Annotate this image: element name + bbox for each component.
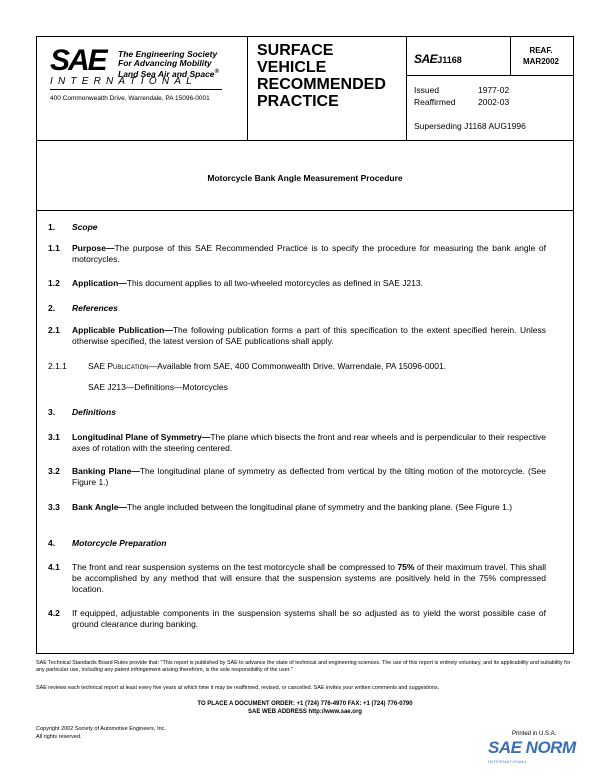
section-4-1-text: The front and rear suspension systems on the test motorcycle shall be compressed to 75% of their maximum travel. This shall be accomplished by any method that will ensure that the suspension systems are positively held in the 75% compressed location.: [72, 562, 546, 594]
section-2-1-1-text: SAE Publication—Available from SAE, 400 Commonwealth Drive, Warrendale, PA 15096-0001.: [88, 361, 447, 371]
section-1-number: 1.: [48, 222, 56, 232]
section-3-2-text: Banking Plane—The longitudinal plane of symmetry as deflected from vertical by the tilting motion of the motorcycle. (See Figure 1.): [72, 466, 546, 487]
sae-norm-watermark: SAE NORM: [488, 738, 576, 757]
footer-policy-statement: SAE Technical Standards Board Rules provide that: "This report is published by SAE to advance the state of technical and engineering sciences. The use of this report is entirely voluntary, and its applicability and suitability for any particular use, including any patent infringement arising therefrom, is the sole responsibility of the user.": [36, 660, 571, 673]
section-4-title: Motorcycle Preparation: [72, 538, 167, 548]
section-4-2-number: 4.2: [48, 608, 60, 618]
section-3-1-number: 3.1: [48, 432, 60, 442]
reaffirmed-label: Reaffirmed: [414, 97, 456, 107]
section-1-2-text: Application—This document applies to all two-wheeled motorcycles as defined in SAE J213.: [72, 278, 424, 288]
section-2-1-1-reference: SAE J213—Definitions—Motorcycles: [88, 382, 228, 392]
section-2-1-text: Applicable Publication—The following publication forms a part of this specification to the extent specified herein. Unless otherwise specified, the latest version of SAE publications shall apply.: [72, 325, 546, 346]
section-1-1-text: Purpose—The purpose of this SAE Recommended Practice is to specify the procedure for measuring the bank angle of motorcycles.: [72, 243, 546, 264]
superseding-note: Superseding J1168 AUG1996: [414, 121, 526, 131]
issued-label: Issued: [414, 85, 440, 95]
header-col-divider-1: [247, 36, 248, 140]
reaf-label: REAF.: [529, 46, 553, 55]
reaf-date: MAR2002: [522, 57, 559, 66]
section-2-1-1-number: 2.1.1: [48, 361, 67, 371]
footer-web-line: SAE WEB ADDRESS http://www.sae.org: [248, 709, 362, 715]
section-3-3-number: 3.3: [48, 502, 60, 512]
section-2-1-number: 2.1: [48, 325, 60, 335]
title-line-3: RECOMMENDED: [257, 76, 386, 93]
section-3-1-text: Longitudinal Plane of Symmetry—The plane which bisects the front and rear wheels and is perpendicular to their respective axes of rotation with the steering centered.: [72, 432, 546, 453]
title-line-4: PRACTICE: [257, 93, 339, 110]
registered-mark: ®: [214, 69, 219, 75]
section-1-2-number: 1.2: [48, 278, 60, 288]
section-3-2-number: 3.2: [48, 466, 60, 476]
sae-norm-watermark-sub: INTERNATIONAL: [488, 759, 528, 764]
section-4-number: 4.: [48, 538, 56, 548]
society-line-1: The Engineering Society: [118, 49, 218, 59]
footer-rights: All rights reserved.: [36, 734, 82, 740]
section-4-1-number: 4.1: [48, 562, 60, 572]
document-title: Motorcycle Bank Angle Measurement Procedure: [207, 173, 403, 183]
standard-prefix: SAE: [414, 52, 438, 66]
footer-printed: Printed in U.S.A.: [512, 731, 557, 737]
international-rule: [50, 89, 222, 90]
section-2-title: References: [72, 303, 118, 313]
section-4-2-text: If equipped, adjustable components in the suspension systems shall be so adjusted as to yield the worst possible case of ground clearance during banking.: [72, 608, 546, 629]
footer-review-statement: SAE reviews each technical report at least every five years at which time it may be reaffirmed, revised, or cancelled. SAE invites your written comments and suggestions.: [36, 685, 440, 691]
header-row-divider: [406, 75, 574, 76]
section-3-title: Definitions: [72, 407, 116, 417]
society-line-3: Land Sea Air and Space®: [118, 68, 219, 79]
title-line-2: VEHICLE: [257, 59, 327, 76]
title-line-1: SURFACE: [257, 42, 334, 59]
footer-order-line: TO PLACE A DOCUMENT ORDER: +1 (724) 776-4970 FAX: +1 (724) 776-0790: [197, 701, 413, 707]
society-line-2: For Advancing Mobility: [118, 58, 212, 68]
header-col-divider-3: [510, 36, 511, 75]
footer-copyright: Copyright 2002 Society of Automotive Engineers, Inc.: [36, 726, 166, 732]
section-3-3-text: Bank Angle—The angle included between the longitudinal plane of symmetry and the banking plane. (See Figure 1.): [72, 502, 513, 512]
section-2-number: 2.: [48, 303, 56, 313]
society-address: 400 Commonwealth Drive, Warrendale, PA 15096-0001: [50, 95, 210, 102]
standard-number: SAEJ1168: [414, 52, 462, 66]
header-divider: [36, 140, 574, 141]
sae-logo: SAE: [50, 44, 106, 77]
reaffirmed-value: 2002-03: [478, 97, 510, 107]
section-1-1-number: 1.1: [48, 243, 60, 253]
section-1-title: Scope: [72, 222, 98, 232]
title-divider: [36, 210, 574, 211]
section-3-number: 3.: [48, 407, 56, 417]
issued-value: 1977-02: [478, 85, 510, 95]
international-wordmark: INTERNATIONAL: [50, 76, 197, 87]
